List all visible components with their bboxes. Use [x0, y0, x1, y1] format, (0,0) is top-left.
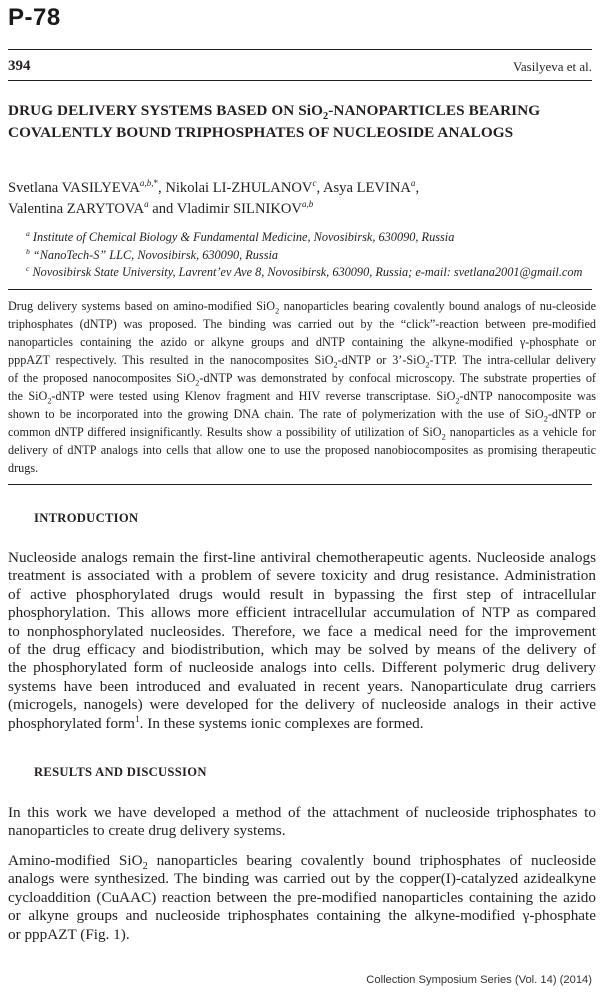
- results-paragraph-2: Amino-modified SiO$_2$ nanoparticles bearing covalently bound triphosphates of nucleoside analogs were synthesized. The binding was carried out by the copper(I)-catalyzed azidealkyne cycloaddition (CuAAC) reaction between the pre-modified nanoparticles containing the azido or alkyne groups and nucleoside triphosphates containing the alkyne-modified γ-phosphate or pppAZT (Fig. 1).: [8, 852, 596, 943]
- results-paragraph-1: In this work we have developed a method of the attachment of nucleoside triphosphates to nanoparticles to create drug delivery systems.: [8, 804, 596, 840]
- section-heading-results: RESULTS AND DISCUSSION: [34, 765, 207, 779]
- page-number: 394: [8, 58, 31, 74]
- author-list: Svetlana $VASILYEVA^{a,b,*}$, Nikolai LI-ZHULANOV$^c$, Asya LEVINA$^a$, Valentina ZARYTOVA$^a$ and Vladimir SILNIKOV$^{a,b}$: [8, 178, 420, 217]
- author-name: , Asya LEVINA: [316, 180, 411, 196]
- abstract-top-rule: [8, 289, 592, 290]
- section-heading-introduction: INTRODUCTION: [34, 511, 139, 525]
- running-header: [8, 58, 592, 76]
- introduction-paragraph: Nucleoside analogs remain the first-line antiviral chemotherapeutic agents. Nucleoside analogs treatment is associated with a problem of severe toxicity and drug resistance. Administration of active phosphorylated drugs would result in bypassing the first step of intracellular phosphorylation. This allows more efficient intracellular accumulation of NTP as compared to nonphosphorylated nucleosides. Therefore, we face a medical need for the improvement of the drug efficacy and biodistribution, which may be solved by means of the delivery of the phosphorylated form of nucleoside analogs into cells. Different polymeric drug delivery systems have been introduced and evaluated in recent years. Nanoparticulate drug carriers (microgels, nanogels) were developed for the delivery of nucleoside analogs in their active phosphorylated form$^1$. In these systems ionic complexes are formed.: [8, 549, 596, 732]
- header-rule: [8, 80, 592, 81]
- abstract-bottom-rule: [8, 484, 592, 485]
- paper-title: DRUG DELIVERY SYSTEMS BASED ON SiO$_2$-NANOPARTICLES BEARING COVALENTLY BOUND TRIPHOSPHATES OF NUCLEOSIDE ANALOGS: [8, 102, 541, 141]
- page-tag: P-78: [8, 4, 61, 31]
- affiliation-c: $^c$ Novosibirsk State University, Lavrent’ev Ave 8, Novosibirsk, 630090, Russia; e-mail: svetlana2001@gmail.com: [26, 263, 583, 279]
- journal-footer: Collection Symposium Series (Vol. 14) (2014): [366, 974, 592, 986]
- author-name: , Nikolai LI-ZHULANOV: [158, 180, 313, 196]
- author-name: Valentina ZARYTOVA: [8, 201, 145, 217]
- affiliation-a: $^a$ Institute of Chemical Biology & Fundamental Medicine, Novosibirsk, 630090, Russia: [26, 228, 455, 244]
- author-name: and Vladimir SILNIKOV: [148, 201, 302, 217]
- author-name: Svetlana VASILYEVA: [8, 180, 140, 196]
- running-author: Vasilyeva et al.: [512, 59, 592, 74]
- abstract: Drug delivery systems based on amino-modified SiO$_2$ nanoparticles bearing covalently bound analogs of nu-cleoside triphosphates (dNTP) was proposed. The binding was carried out by the “click”-reaction between pre-modified nanoparticles containing the azido or alkyne groups and dNTP containing the alkyne-modified γ-phosphate or pppAZT respectively. This resulted in the nanocomposites SiO$_2$-dNTP or 3’-SiO$_2$-TTP. The intra-cellular delivery of the proposed nanocomposites SiO$_2$-dNTP was demonstrated by confocal microscopy. The substrate properties of the SiO$_2$-dNTP were tested using Klenov fragment and HIV reverse transcriptase. SiO$_2$-dNTP nanocomposite was shown to be incorporated into the growing DNA chain. The rate of polymerization with the use of SiO$_2$-dNTP or common dNTP differed insignificantly. Results show a possibility of utilization of SiO$_2$ nanoparticles as a vehicle for delivery of dNTP analogs into cells that allow one to use the proposed nanobiocomposites as promising therapeutic drugs.: [8, 299, 596, 475]
- affiliation-b: $^b$ “NanoTech-S” LLC, Novosibirsk, 630090, Russia: [26, 246, 279, 262]
- top-rule: [8, 49, 592, 50]
